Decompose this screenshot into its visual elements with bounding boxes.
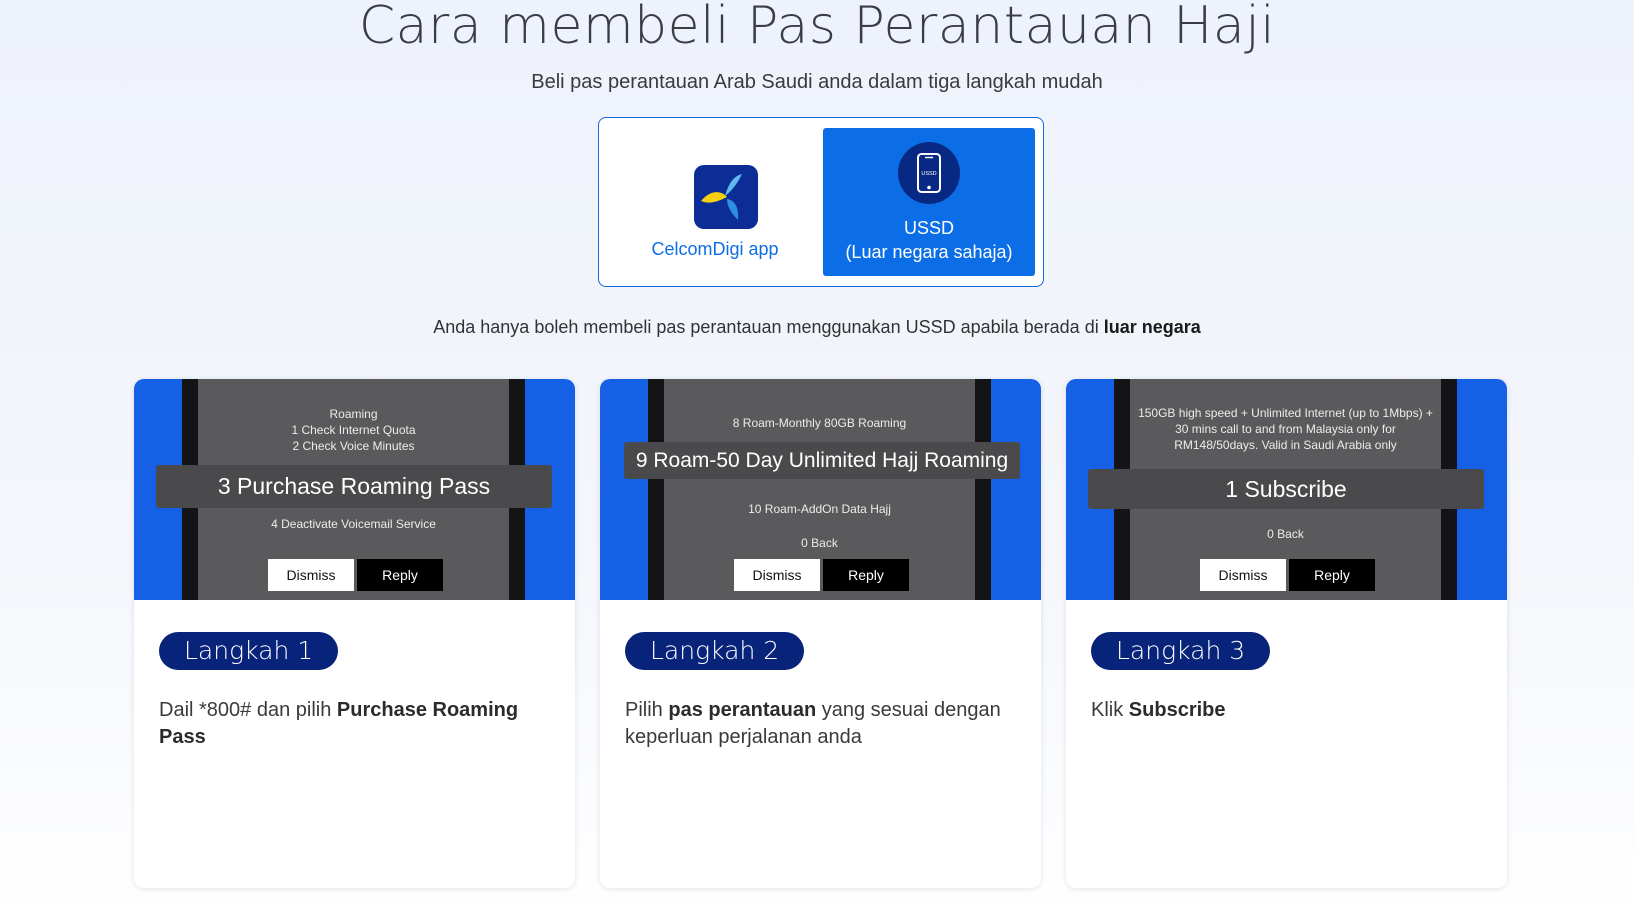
highlighted-option: 9 Roam-50 Day Unlimited Hajj Roaming bbox=[624, 442, 1020, 479]
step-3-screenshot bbox=[1066, 379, 1507, 600]
method-option-celcomdigi-app[interactable] bbox=[609, 128, 821, 276]
ussd-note-bold: luar negara bbox=[1103, 317, 1201, 337]
purchase-method-selector bbox=[598, 117, 1044, 287]
step-desc-bold: Purchase Roaming Pass bbox=[159, 699, 519, 748]
step-badge: Langkah 2 bbox=[625, 632, 804, 670]
step-description bbox=[625, 697, 1025, 751]
screen-line: 0 Back bbox=[1267, 527, 1304, 541]
step-card-3 bbox=[1066, 379, 1507, 888]
dismiss-button[interactable]: Dismiss bbox=[734, 559, 820, 591]
step-desc-bold: Subscribe bbox=[1128, 699, 1226, 721]
screen-line: 150GB high speed + Unlimited Internet (up to 1Mbps) + bbox=[1138, 406, 1433, 420]
step-description bbox=[1091, 697, 1491, 724]
step-1-screenshot bbox=[134, 379, 575, 600]
step-2-screenshot bbox=[600, 379, 1041, 600]
method-label-ussd-line2: (Luar negara sahaja) bbox=[845, 242, 1013, 262]
phone-frame-left bbox=[648, 379, 664, 600]
method-option-ussd[interactable] bbox=[823, 128, 1035, 276]
screen-line: RM148/50days. Valid in Saudi Arabia only bbox=[1174, 438, 1397, 452]
dismiss-button[interactable]: Dismiss bbox=[1200, 559, 1286, 591]
reply-button[interactable]: Reply bbox=[357, 559, 443, 591]
screen-line: 10 Roam-AddOn Data Hajj bbox=[748, 502, 891, 516]
method-label-app: CelcomDigi app bbox=[651, 239, 779, 259]
page-title: Cara membeli Pas Perantauan Haji bbox=[358, 0, 1276, 56]
step-card-2 bbox=[600, 379, 1041, 888]
dismiss-button[interactable]: Dismiss bbox=[268, 559, 354, 591]
step-desc-bold: pas perantauan bbox=[668, 699, 817, 721]
screen-line: 0 Back bbox=[801, 536, 838, 550]
ussd-note-text: Anda hanya boleh membeli pas perantauan menggunakan USSD apabila berada di bbox=[433, 317, 1104, 337]
step-badge: Langkah 3 bbox=[1091, 632, 1270, 670]
screen-line: 2 Check Voice Minutes bbox=[292, 439, 415, 453]
celcomdigi-app-icon bbox=[694, 165, 758, 229]
screen-line: 1 Check Internet Quota bbox=[291, 423, 416, 437]
ussd-phone-icon bbox=[898, 142, 960, 204]
ussd-icon-text: USSD bbox=[921, 171, 937, 177]
step-description bbox=[159, 697, 559, 751]
step-badge: Langkah 1 bbox=[159, 632, 338, 670]
step-desc-text: Pilih bbox=[625, 699, 669, 721]
screen-line: Roaming bbox=[329, 407, 378, 421]
method-label-ussd bbox=[823, 216, 1035, 264]
phone-frame-right bbox=[975, 379, 991, 600]
ussd-note bbox=[0, 317, 1634, 338]
step-desc-text: Klik bbox=[1091, 699, 1129, 721]
step-card-1 bbox=[134, 379, 575, 888]
reply-button[interactable]: Reply bbox=[1289, 559, 1375, 591]
highlighted-option: 3 Purchase Roaming Pass bbox=[156, 465, 552, 508]
screen-line: 30 mins call to and from Malaysia only for bbox=[1175, 422, 1396, 436]
screen-line: 8 Roam-Monthly 80GB Roaming bbox=[732, 416, 907, 430]
highlighted-option: 1 Subscribe bbox=[1088, 469, 1484, 509]
page-subtitle: Beli pas perantauan Arab Saudi anda dalam tiga langkah mudah bbox=[531, 71, 1103, 93]
method-label-ussd-line1: USSD bbox=[903, 218, 954, 238]
ussd-screen bbox=[664, 379, 975, 600]
step-desc-text: Dail *800# dan pilih bbox=[159, 699, 337, 721]
screen-line: 4 Deactivate Voicemail Service bbox=[271, 517, 436, 531]
step-desc-text: yang sesuai dengan keperluan perjalanan anda bbox=[625, 699, 1001, 748]
reply-button[interactable]: Reply bbox=[823, 559, 909, 591]
